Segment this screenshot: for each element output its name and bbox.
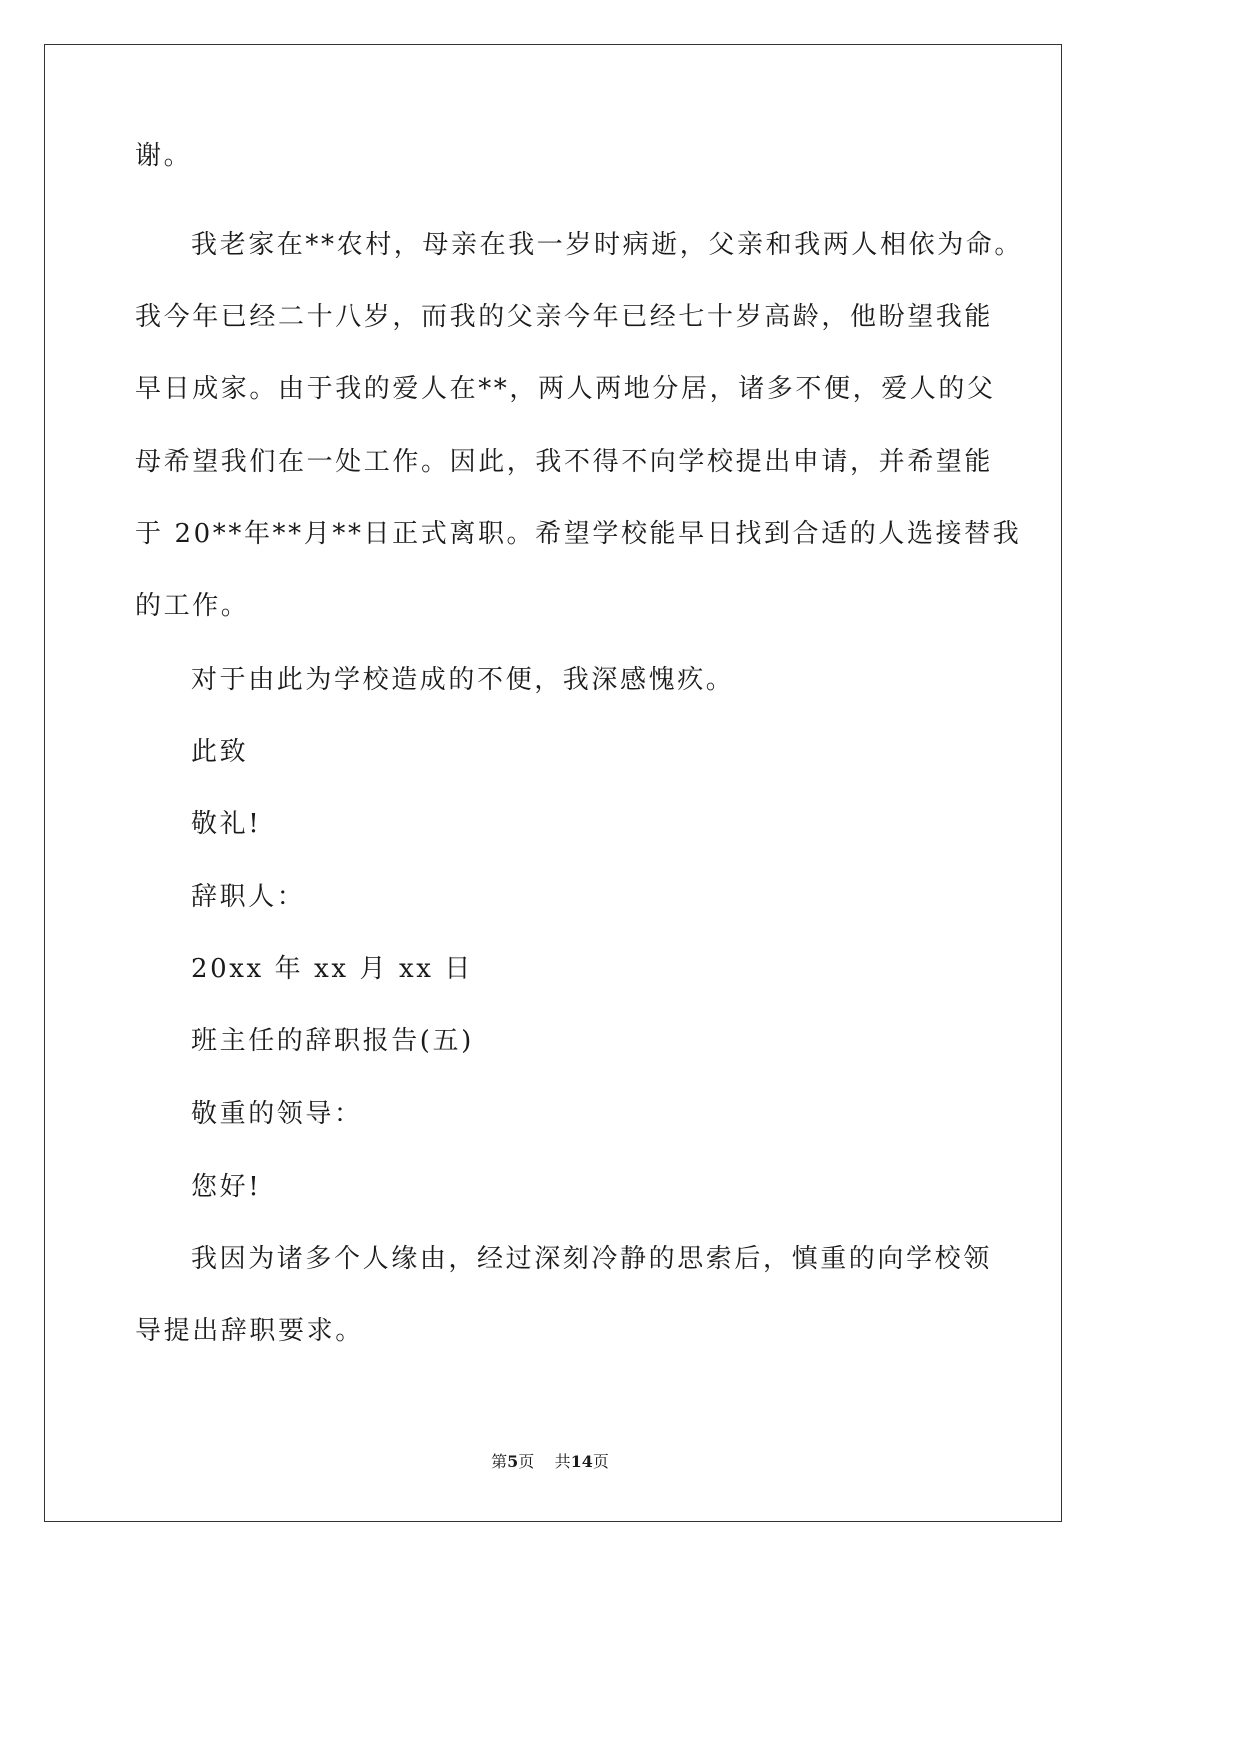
text-line: 的工作。 (135, 591, 250, 621)
paragraph-line: 对于由此为学校造成的不便，我深感愧疚。 (191, 665, 735, 695)
greeting-line: 您好! (191, 1172, 262, 1202)
total-prefix: 共 (554, 1452, 571, 1471)
paragraph-line: 我因为诸多个人缘由，经过深刻冷静的思索后，慎重的向学校领 (191, 1244, 992, 1274)
section-title: 班主任的辞职报告(五) (191, 1026, 474, 1056)
text-line: 母希望我们在一处工作。因此，我不得不向学校提出申请，并希望能 (135, 447, 994, 477)
page-border (44, 44, 1062, 1522)
date-line: 20xx 年 xx 月 xx 日 (191, 954, 473, 984)
total-suffix: 页 (592, 1452, 609, 1471)
text-line: 谢。 (135, 141, 193, 171)
text-line: 我今年已经二十八岁，而我的父亲今年已经七十岁高龄，他盼望我能 (135, 302, 994, 332)
text-line: 于 20**年**月**日正式离职。希望学校能早日找到合适的人选接替我 (135, 519, 1022, 549)
greeting-line: 敬重的领导： (191, 1099, 363, 1129)
signature-label: 辞职人： (191, 882, 306, 912)
paragraph-line: 我老家在**农村，母亲在我一岁时病逝，父亲和我两人相依为命。 (191, 230, 1024, 260)
salutation-line: 敬礼! (191, 809, 262, 839)
text-line: 早日成家。由于我的爱人在**，两人两地分居，诸多不便，爱人的父 (135, 374, 996, 404)
page-label-suffix: 页 (518, 1452, 535, 1471)
total-pages: 14 (570, 1452, 593, 1471)
text-line: 导提出辞职要求。 (135, 1316, 364, 1346)
page-label-prefix: 第 (491, 1452, 508, 1471)
page-footer (0, 1452, 1100, 1472)
page-number: 5 (507, 1452, 519, 1471)
closing-line: 此致 (191, 737, 249, 767)
